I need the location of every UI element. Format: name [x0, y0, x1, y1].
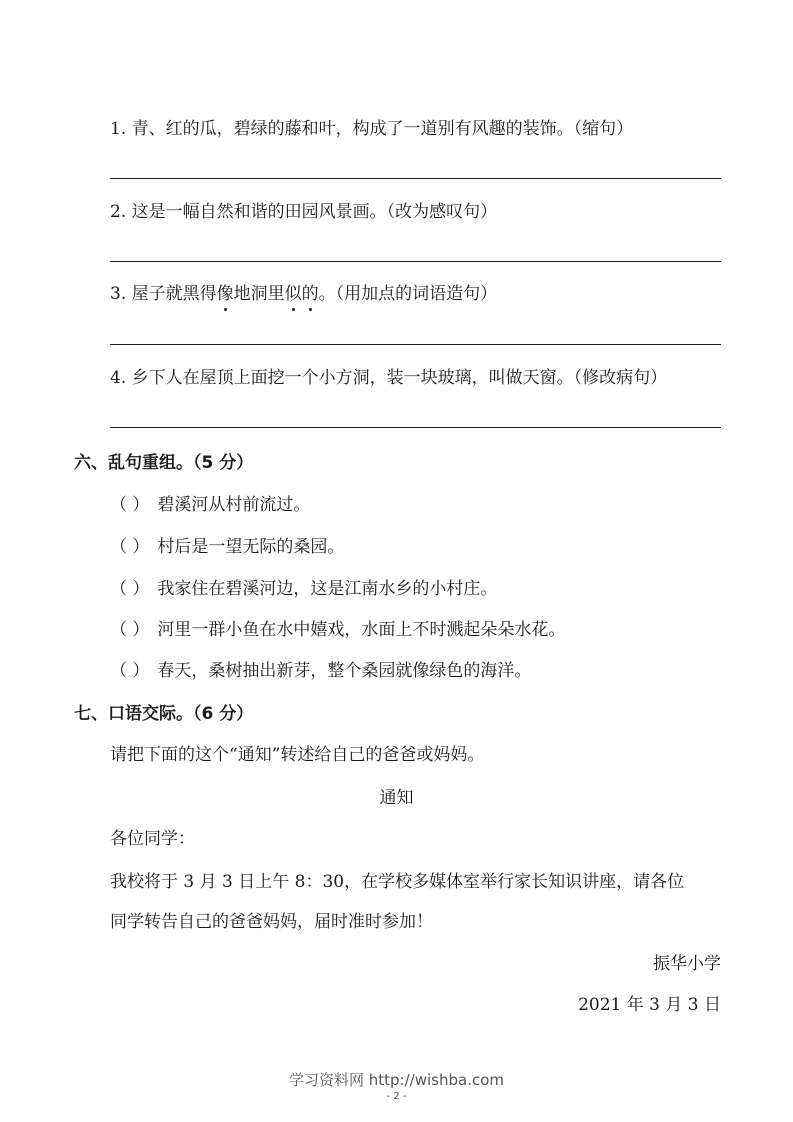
- question-2: 2. 这是一幅自然和谐的田园风景画。（改为感叹句）: [110, 202, 498, 222]
- order-blank[interactable]: （ ）: [110, 661, 150, 681]
- page-number: - 2 -: [386, 1091, 407, 1102]
- dotted-char-2: 似: [284, 284, 302, 304]
- reorder-sentence: 碧溪河从村前流过。: [157, 495, 311, 515]
- question-3: [110, 282, 497, 306]
- reorder-sentence: 河里一群小鱼在水中嬉戏，水面上不时溅起朵朵水花。: [157, 620, 566, 640]
- question-1: 1. 青、红的瓜，碧绿的藤和叶，构成了一道别有风趣的装饰。（缩句）: [110, 119, 634, 139]
- notice-date: 2021 年 3 月 3 日: [578, 995, 721, 1015]
- notice-body-line-2: 同学转告自己的爸爸妈妈，届时准时参加！: [110, 912, 433, 932]
- reorder-item: [110, 535, 344, 559]
- reorder-item: [110, 618, 565, 642]
- question-4: 4. 乡下人在屋顶上面挖一个小方洞，装一块玻璃，叫做天窗。（修改病句）: [110, 368, 668, 388]
- section-7-heading: 七、口语交际。（6 分）: [74, 704, 254, 724]
- question-3-before: 3. 屋子就黑得: [110, 284, 217, 304]
- section-6-heading: 六、乱句重组。（5 分）: [74, 453, 254, 473]
- reorder-item: [110, 577, 497, 601]
- dotted-char-3: 的: [301, 284, 319, 304]
- reorder-sentence: 我家住在碧溪河边，这是江南水乡的小村庄。: [157, 579, 498, 599]
- section-7-instruction: 请把下面的这个“通知”转述给自己的爸爸或妈妈。: [110, 745, 485, 765]
- answer-line-2[interactable]: [110, 261, 721, 262]
- order-blank[interactable]: （ ）: [110, 537, 150, 557]
- answer-line-3[interactable]: [110, 344, 721, 345]
- answer-line-1[interactable]: [110, 178, 721, 179]
- question-3-mid: 地洞里: [233, 284, 285, 304]
- notice-greeting: 各位同学：: [110, 829, 195, 849]
- order-blank[interactable]: （ ）: [110, 620, 150, 640]
- reorder-item: [110, 493, 310, 517]
- notice-title: 通知: [379, 788, 414, 808]
- reorder-item: [110, 659, 531, 683]
- answer-line-4[interactable]: [110, 427, 721, 428]
- reorder-sentence: 春天，桑树抽出新芽，整个桑园就像绿色的海洋。: [157, 661, 532, 681]
- order-blank[interactable]: （ ）: [110, 579, 150, 599]
- order-blank[interactable]: （ ）: [110, 495, 150, 515]
- question-3-after: 。（用加点的词语造句）: [318, 284, 498, 304]
- reorder-sentence: 村后是一望无际的桑园。: [157, 537, 345, 557]
- notice-signature: 振华小学: [653, 954, 721, 974]
- notice-body-line-1: 我校将于 3 月 3 日上午 8：30，在学校多媒体室举行家长知识讲座，请各位: [110, 872, 685, 892]
- footer-site: 学习资料网 http://wishba.com: [289, 1071, 504, 1089]
- dotted-char-1: 像: [216, 284, 234, 304]
